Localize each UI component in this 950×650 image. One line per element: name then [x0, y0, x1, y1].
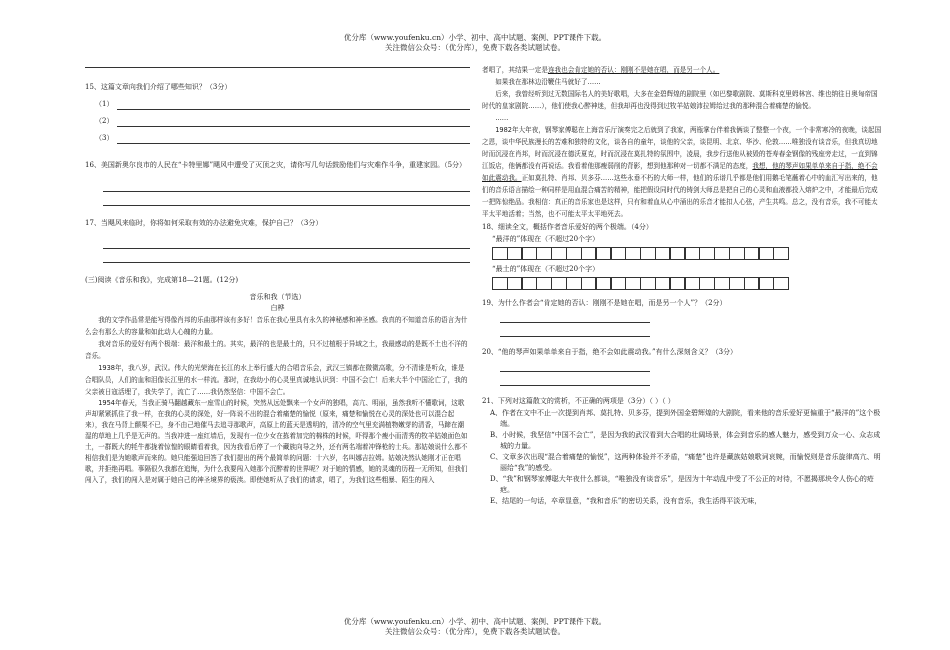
q16-answer-line-1[interactable] [103, 178, 470, 192]
q19-answer-line-1[interactable] [500, 312, 650, 323]
q15-answer-2[interactable]: （2） [85, 116, 470, 127]
q19-answer-line-2[interactable] [500, 326, 650, 337]
question-17: 17、当飓风来临时，你将如何采取有效的办法避免灾难，保护自己？（3分） [85, 219, 323, 227]
left-column [85, 60, 470, 486]
paragraph-1: 我的文学作品常是能写得像肖邦的乐曲那样该有多好！音乐在我心里具有永久的神秘感和神圣感。我真的不知道音乐的语言为什么会有那么大的容量和如此动人心魄的力量。 [85, 316, 468, 336]
footer-line1: 优分库（www.youfenku.cn）小学、初中、高中试题、案例、PPT课件下载。 [343, 617, 607, 626]
section-heading: (三)阅读《音乐和我》，完成第18—21题。(12分) [85, 276, 239, 284]
paragraph-4: 1954年春天，当我正骑马翻越藏东一座雪山的时候，突然从远处飘来一个女声的独唱，高亢、明丽，虽然我听不懂歌词，这歌声却紧紧抓住了我一样，在我的心灵的深处，好一阵说不出的混合着痛楚的愉悦（原来，痛楚和愉悦在心灵的深处也可以混合起来），我在马背上颤栗不已，身不由己地催马去追寻那歌声，高原上的蓝天是透明的，清冷的空气里充满植物嫩芽的清香，马蹄在潮湿的草地上几乎是无声的。当我冲进一座红墙后，发现有一位少女在拣着加完的棉株的时候，吓得那个瘦小而清秀的牧羊姑娘面色如土，一群既大的牦牛都拢着惊惶的眼睛看着我，因为我看后停了一个藏族向导之外，还有两名端着冲锋枪的士兵。那姑娘说什么都不相信我们是为她歌声而来的。她只能强迫回答了我们提出的两个最简单的问题：十六岁，名叫娜吉拉姆。姑娘决然认她刚才正在唱歌，并拒绝再唱。事隔很久我都在追悔，为什么我要闯入她那个沉醉着的世界呢？对于她的情感，她的灵魂的历程一无所知，但我们闯入了，我们的闯入是对属于她自己的神圣境界的亵渎。即使她听从了我们的请求，唱了，为我们这些粗暴、陌生的闯入 [85, 399, 468, 484]
paragraph-6: 1982年大年夜，钢琴家傅聪在上海音乐厅演奏完之后就到了我家，两瓶掌台伴着我俩谈了整整一个夜，一个非常寒冷的夜晚，谈起国之恩，谈中华民族漫长的苦难和独特的文化，谈各自的童年，谈他的父亲，谈昆明、北京、华沙、伦敦……唯独没有谈音乐，但我真切地时而沉浸在肖邦，时而沉浸在德沃夏克，时而沉浸在莫扎特的氛围中，凌晨，我步行送他从被毁的苍寿春金钢像的残座旁走过，一直到锦江饭店，他俩都没有再说话。我看着他那瘦弱削的背影，想到他那种对一切都不满足的态度，我想，他的琴声如果单单来自于指，绝不会如此震动我。正如莫扎特、肖邦、贝多芬……这些永垂不朽的大师一样，他们的乐谱几乎都是他们用鹅毛笔蘸着心中的血汇写出来的，他们的音乐语言描绘一种同样是用血混合痛苦的精神，能把假设同时代的铸剑大师总是把自己的心灵和血液都投入熔炉之中，才能最后完成一把阵惊绝品。我相信：真正的音乐家也是这样，只有和着血从心中涌出的乐音才能扣人心弦，产生共鸣。总之，没有音乐，我不可能太平太平地活着；当然，也不可能太平太平地死去。 [482, 126, 882, 218]
option-b: B、小时候，我坚信“中国不会亡”，是因为我的武汉看到大合唱的壮阔场景，体会到音乐的感人魅力，感受到万众一心、众志成城的力量。 [490, 431, 881, 450]
option-d: D、“我”和钢琴家傅聪大年夜什么都谈，“唯独没有谈音乐”，是因为十年动乱中受了不公正的对待，不愿揭那块令人伤心的疮疤。 [490, 475, 874, 494]
paragraph-4-continued: 者唱了，其结果一定是连我也会肯定她的否认：刚刚不是她在唱，而是另一个人。 [482, 66, 720, 74]
question-15: 15、这篇文章向我们介绍了哪些知识？（3分） [85, 83, 232, 91]
question-21: 21、下列对这篇散文的赏析，不正确的两项是（3分）（ ）（ ） [482, 397, 675, 405]
q18-prompt-b: “最土的”体现在（不超过20个字） [492, 265, 600, 273]
q15-answer-3[interactable]: （3） [85, 133, 470, 144]
q18-prompt-a: “最洋的”体现在（不超过20个字） [492, 235, 600, 243]
paragraph-4-end: 如果我在那林边沿鞭住马就好了…… [495, 78, 601, 86]
article-author: 白桦 [270, 304, 285, 312]
underlined-sentence-2: 我想，他的琴声如果单单来自于指，绝不会如此震动我。 [482, 162, 878, 182]
paragraph-2: 我对音乐的爱好有两个极端：最洋和最土的。其实，最洋的也是最土的，只不过植根于异域之土，我最感动的是既不土也不洋的音乐。 [85, 340, 468, 360]
underlined-sentence-1: 连我也会肯定她的否认：刚刚不是她在唱，而是另一个人。 [547, 66, 720, 74]
page-footer [0, 617, 950, 637]
q18-grid-b[interactable] [492, 277, 882, 290]
page-header [0, 33, 950, 53]
footer-line2: 关注微信公众号：（优分库），免费下载各类试题试卷。 [385, 627, 565, 636]
right-column [482, 64, 882, 507]
question-20: 20、“他的琴声如果单单来自于指，绝不会如此震动我。”有什么深刻含义？（3分） [482, 348, 738, 356]
ellipsis: …… [495, 114, 509, 122]
question-16: 16、美国新奥尔良市的人民在“卡特里娜”飓风中遭受了灭顶之灾，请你写几句话鼓励他们与灾难作斗争，重建家园。（5分） [85, 161, 467, 169]
q16-answer-line-2[interactable] [103, 192, 470, 206]
top-answer-line[interactable] [85, 54, 470, 68]
article-title: 音乐和我（节选） [249, 293, 306, 301]
q17-answer-line-1[interactable] [103, 235, 470, 249]
q15-answer-1[interactable]: （1） [85, 99, 470, 110]
q17-answer-line-2[interactable] [103, 249, 470, 263]
option-c: C、文章多次出现“混合着痛楚的愉悦”，这两种体验并不矛盾，“痛楚”也许是藏族姑娘歌词哀婉，而愉悦则是音乐旋律高亢、明丽给“我”的感受。 [490, 453, 881, 472]
paragraph-3: 1938年，我八岁，武汉。伟大的光荣海在长江的水上举行盛大的合唱音乐会，武汉三镇都在微微高歌，分不清谁是听众，谁是合唱队员，人们的血和泪像长江里的水一样流。那时，在我幼小的心灵里真诚地认识到：中国不会亡！后来大半个中国沦亡了，我的父亲被日寇活埋了，我失学了，流亡了……我仍然坚信：中国不会亡。 [85, 364, 468, 396]
question-18: 18、细读全文，概括作者音乐爱好的两个极端。（4分） [482, 223, 653, 231]
question-19: 19、为什么作者会“肯定她的否认：刚刚不是她在唱，而是另一个人”？（2分） [482, 299, 727, 307]
q18-grid-a[interactable] [492, 247, 882, 260]
header-line2: 关注微信公众号：（优分库），免费下载各类试题试卷。 [385, 43, 565, 52]
paragraph-5: 后来，我曾经听到过无数国际名人的美好歌唱，大多在金碧辉煌的剧院里（如巴黎歌剧院、莫斯科克里姆林宫、维也纳往日奥匈帝国时代的皇家剧院……），他们使我心醉神迷，但我却再也没得到过牧羊姑娘沛拉姆给过我的那种混合着痛楚的愉悦。 [482, 90, 878, 110]
q20-answer-line-2[interactable] [500, 375, 650, 386]
q20-answer-line-1[interactable] [500, 361, 650, 372]
option-a: A、作者在文中不止一次提到肖邦、莫扎特、贝多芬，提到外国金碧辉煌的大剧院，看来他的音乐爱好更偏重于“最洋的”这个极端。 [490, 409, 881, 428]
header-line1: 优分库（www.youfenku.cn）小学、初中、高中试题、案例、PPT课件下载。 [343, 33, 607, 42]
option-e: E、结尾的一句话，卒章显意，“我和音乐”的密切关系，没有音乐，我生活得平淡无味， [490, 497, 762, 505]
